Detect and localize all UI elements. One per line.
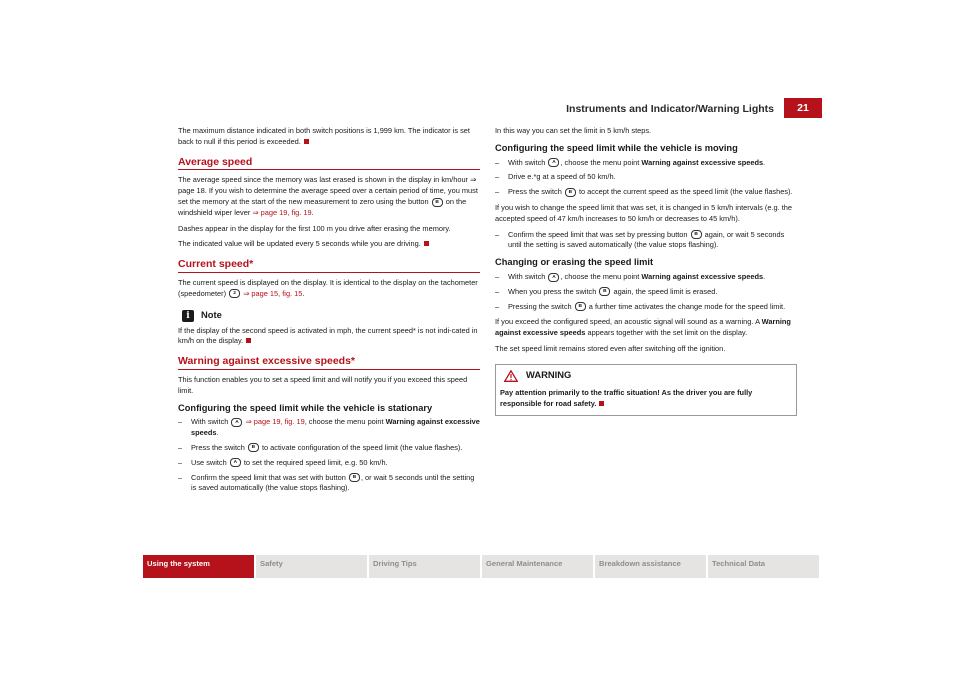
section-title-current-speed: Current speed*: [178, 259, 480, 273]
footer-tab-general-maintenance[interactable]: General Maintenance: [482, 555, 593, 578]
warning-speeds-paragraph: This function enables you to set a speed limit and will notify you if you exceed this speed limit.: [178, 374, 468, 395]
confirm-steps-list: [495, 230, 797, 252]
note-paragraph: If the display of the second speed is activated in mph, the current speed* is not indi-cated in km/h on the display.: [178, 325, 478, 346]
stationary-steps-list: [178, 417, 480, 494]
list-item: – Press the switch B to accept the current speed as the speed limit (the value flashes).: [495, 187, 797, 198]
intro-paragraph: The maximum distance indicated in both switch positions is 1,999 km. The indicator is set back to null if this period is exceeded.: [178, 126, 470, 146]
page-reference-link[interactable]: ⇒ page 15, fig. 15: [243, 288, 303, 298]
list-item: – When you press the switch B again, the speed limit is erased.: [495, 287, 797, 298]
list-item: – Confirm the speed limit that was set with button B , or wait 5 seconds until the setting is saved automatically (the value stops flashing).: [178, 473, 480, 495]
list-item: – With switch A , choose the menu point Warning against excessive speeds.: [495, 158, 797, 169]
warning-box: [495, 364, 797, 417]
change-interval-paragraph: If you wish to change the speed limit that was set, it is changed in 5 km/h intervals (e.g. the accepted speed of 47 km/h increases to 50 km/h or decreases to 45 km/h).: [495, 202, 793, 223]
list-item: – With switch A , choose the menu point Warning against excessive speeds.: [495, 272, 797, 283]
right-column: [495, 126, 797, 416]
average-speed-update-paragraph: The indicated value will be updated every 5 seconds while you are driving.: [178, 239, 480, 250]
page-reference-link[interactable]: ⇒ page 19, fig. 19: [252, 207, 312, 217]
switch-a-icon: A: [548, 158, 559, 167]
subsection-title-changing: Changing or erasing the speed limit: [495, 257, 654, 268]
warning-text: Pay attention primarily to the traffic situation! As the driver you are fully responsible for road safety.: [500, 387, 753, 408]
average-speed-paragraph: The average speed since the memory was last erased is shown in the display in km/hour ⇒ page 18. If you wish to determine the average speed over a certain period of time, you must set the memory at the start of the new measurement to zero using the button B on the windshield wiper lever ⇒ page 19, fig. 19.: [178, 175, 478, 217]
exceed-paragraph: If you exceed the configured speed, an acoustic signal will sound as a warning. A Warning against excessive speeds appears together with the set limit on the display.: [495, 317, 791, 338]
list-item: – With switch A ⇒ page 19, fig. 19, choose the menu point Warning against excessive speeds.: [178, 417, 480, 439]
switch-b-icon: B: [565, 188, 576, 197]
changing-steps-list: [495, 272, 797, 312]
end-marker-icon: [304, 139, 309, 144]
left-column: [178, 126, 480, 499]
page-reference-link[interactable]: ⇒ page 19, fig. 19: [245, 417, 305, 427]
section-title-warning-speeds: Warning against excessive speeds*: [178, 356, 480, 370]
switch-b-icon: B: [432, 198, 443, 207]
current-speed-paragraph: The current speed is displayed on the display. It is identical to the display on the tachometer (speedometer) 2 ⇒ page 15, fig. 15.: [178, 277, 478, 298]
stored-paragraph: The set speed limit remains stored even after switching off the ignition.: [495, 343, 726, 353]
list-item: – Press the switch B to activate configuration of the speed limit (the value flashes).: [178, 443, 480, 454]
switch-b-icon: B: [691, 230, 702, 239]
list-item: – Drive e.*g at a speed of 50 km/h.: [495, 172, 797, 183]
gauge-2-icon: 2: [229, 289, 240, 298]
section-title-average-speed: Average speed: [178, 157, 480, 171]
footer-tab-safety[interactable]: Safety: [256, 555, 367, 578]
intro-paragraph: In this way you can set the limit in 5 km/h steps.: [495, 126, 652, 135]
note-title: Note: [201, 309, 222, 321]
note-header: [182, 310, 480, 322]
end-marker-icon: [246, 338, 251, 343]
switch-a-icon: A: [231, 418, 242, 427]
subsection-title-moving: Configuring the speed limit while the vehicle is moving: [495, 142, 738, 153]
switch-a-icon: A: [230, 458, 241, 467]
subsection-title-stationary: Configuring the speed limit while the vehicle is stationary: [178, 402, 433, 413]
list-item: – Use switch A to set the required speed limit, e.g. 50 km/h.: [178, 458, 480, 469]
end-marker-icon: [424, 241, 429, 246]
info-icon: i: [182, 310, 194, 322]
footer-tab-using-the-system[interactable]: Using the system: [143, 555, 254, 578]
footer-tab-breakdown-assistance[interactable]: Breakdown assistance: [595, 555, 706, 578]
list-item: – Pressing the switch B a further time activates the change mode for the speed limit.: [495, 302, 797, 313]
footer-tab-technical-data[interactable]: Technical Data: [708, 555, 819, 578]
warning-title: WARNING: [526, 369, 572, 381]
moving-steps-list: [495, 158, 797, 198]
warning-header: [504, 370, 792, 382]
switch-b-icon: B: [349, 473, 360, 482]
warning-triangle-icon: [504, 370, 518, 382]
switch-b-icon: B: [599, 287, 610, 296]
page-number: 21: [784, 98, 822, 118]
end-marker-icon: [599, 401, 604, 406]
footer-tab-driving-tips[interactable]: Driving Tips: [369, 555, 480, 578]
switch-b-icon: B: [575, 302, 586, 311]
average-speed-dashes-paragraph: Dashes appear in the display for the first 100 m you drive after erasing the memory.: [178, 223, 451, 233]
header-title: Instruments and Indicator/Warning Lights: [566, 103, 774, 115]
switch-b-icon: B: [248, 443, 259, 452]
footer-tabs: [143, 555, 819, 578]
switch-a-icon: A: [548, 273, 559, 282]
list-item: – Confirm the speed limit that was set by pressing button B again, or wait 5 seconds until the setting is saved automatically (the value stops flashing).: [495, 230, 797, 252]
